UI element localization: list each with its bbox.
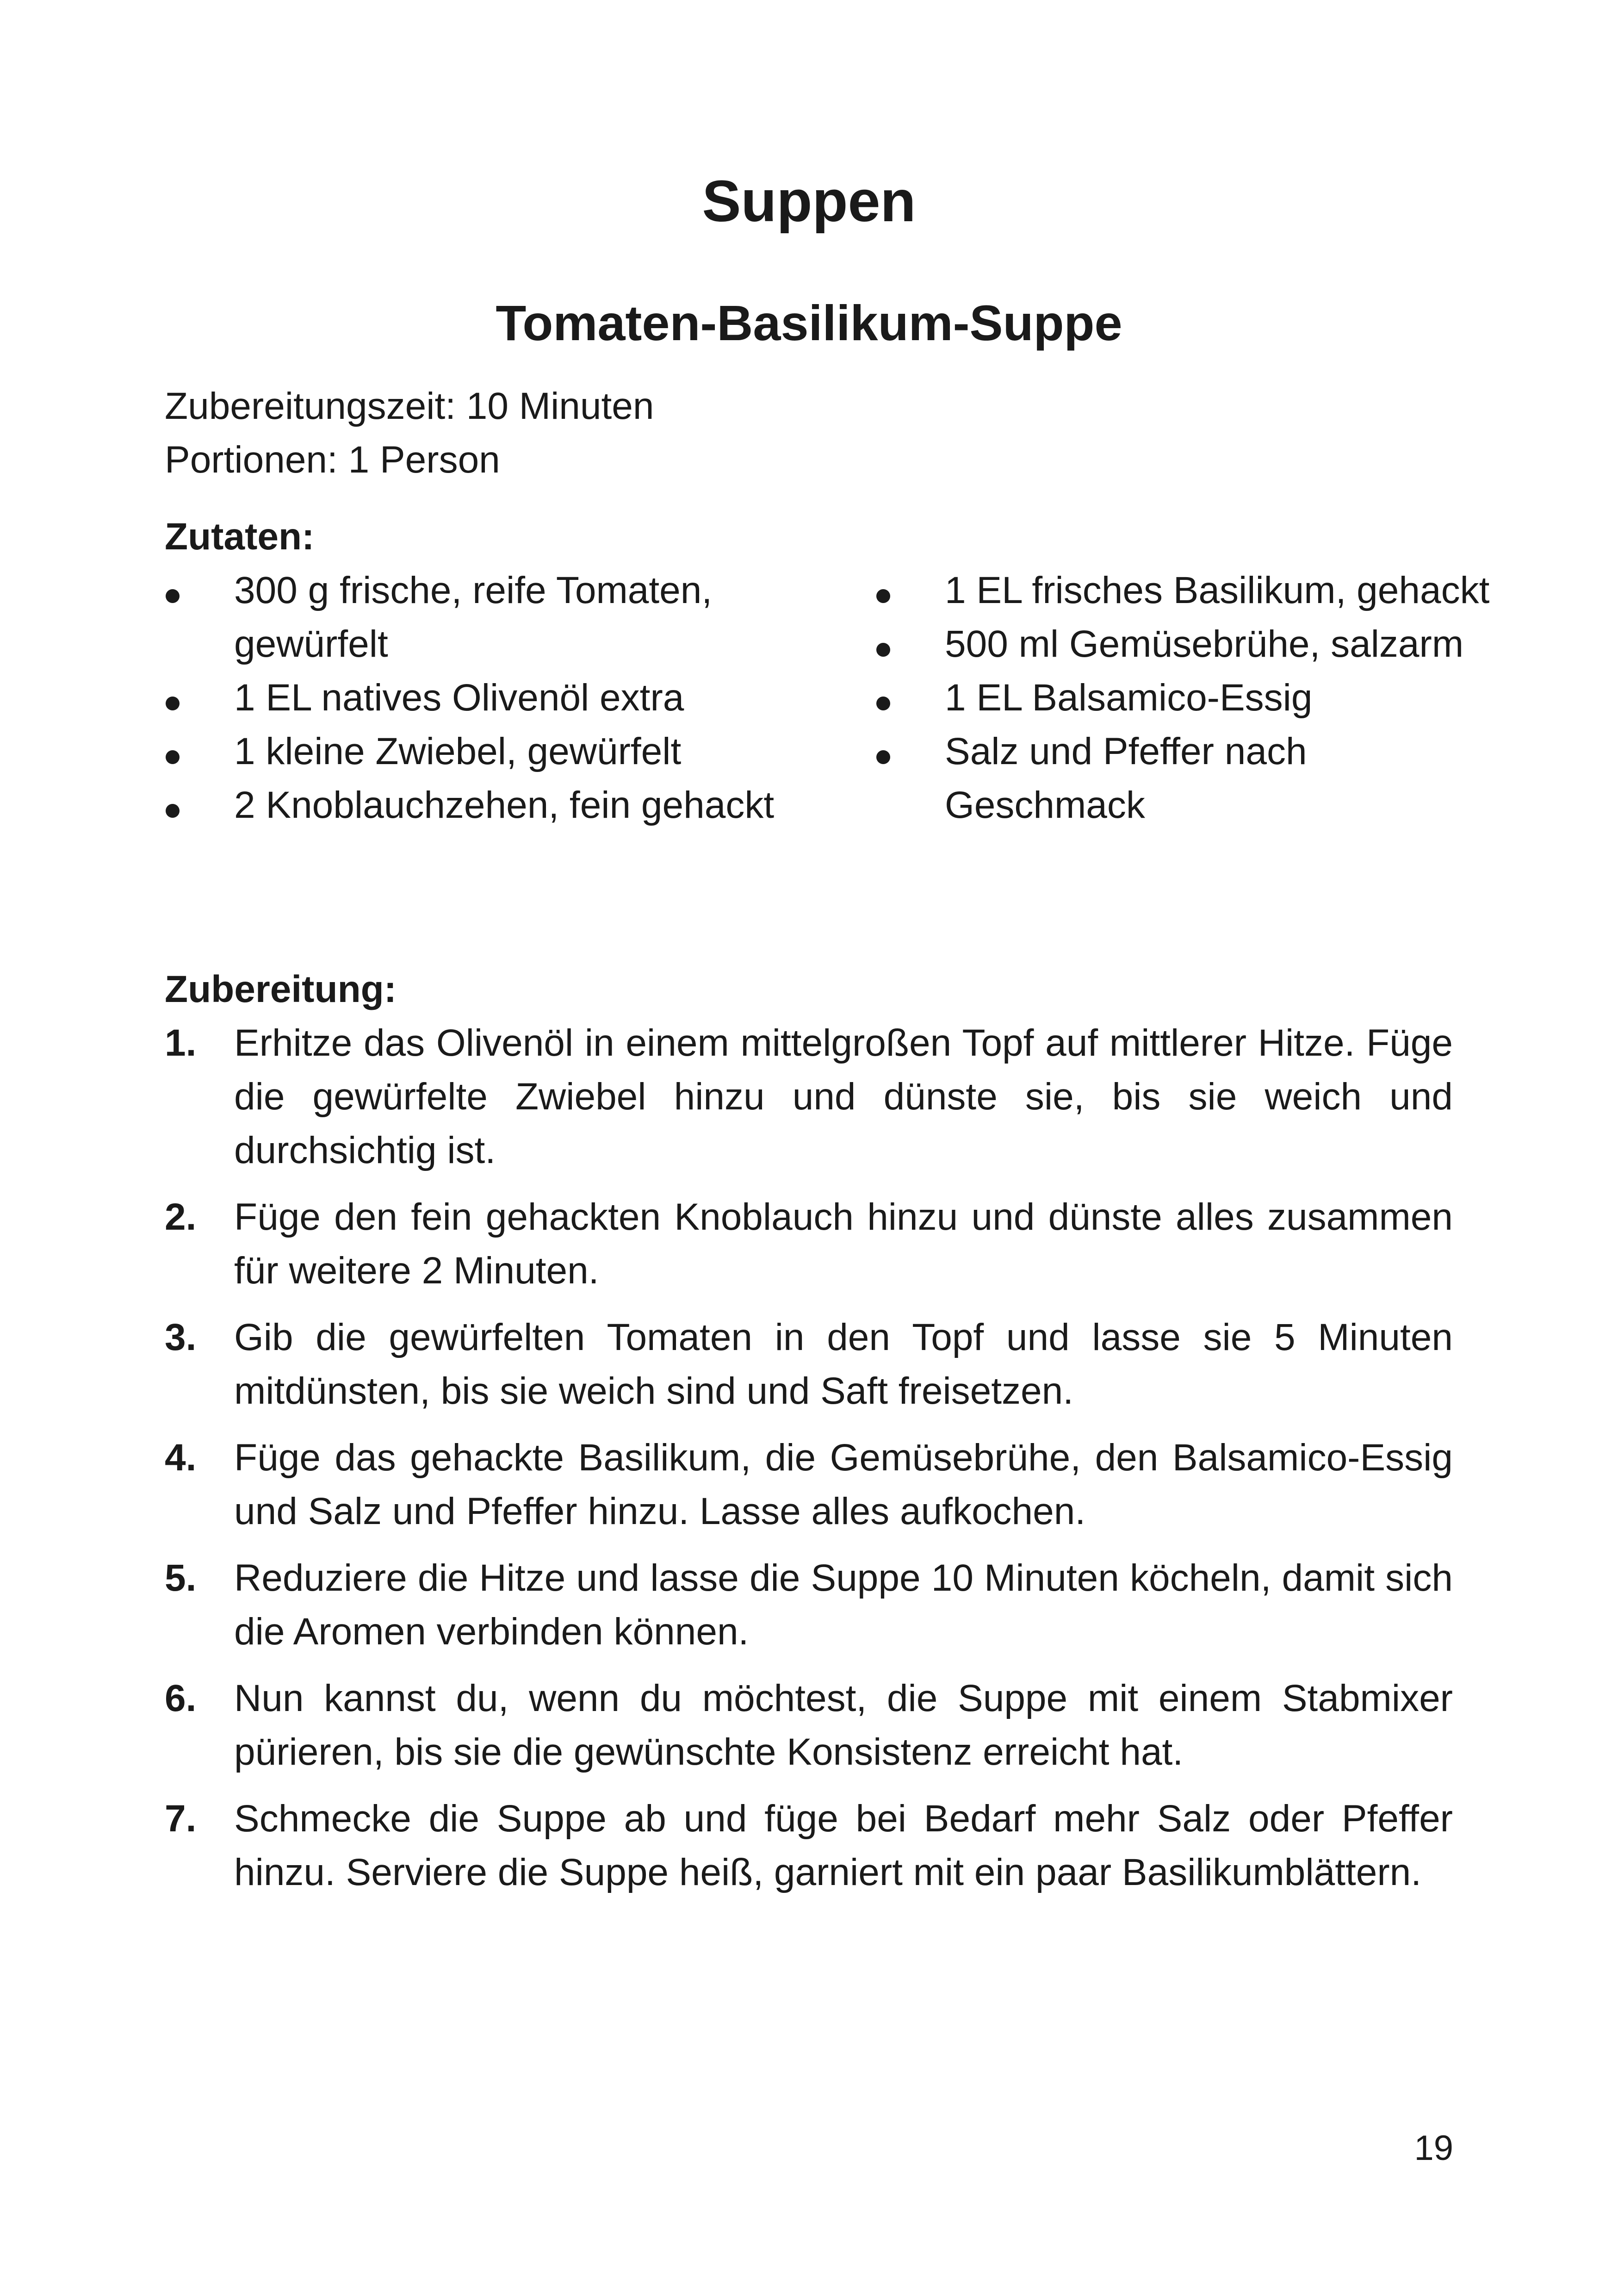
ingredient-text: 300 g frische, reife Tomaten, gewürfelt <box>234 569 713 665</box>
steps-heading: Zubereitung: <box>165 968 397 1010</box>
step-number: 6. <box>165 1677 197 1719</box>
ingredient-item <box>875 725 1491 832</box>
step-text: Füge den fein gehackten Knoblauch hinzu und dünste alles zusammen für weitere 2 Minuten. <box>234 1196 1453 1292</box>
ingredient-text: 1 EL Balsamico-Essig <box>945 677 1313 719</box>
step-item <box>165 1016 1453 1177</box>
step-item <box>165 1792 1453 1899</box>
bullet-icon <box>876 564 913 617</box>
step-number: 3. <box>165 1316 197 1358</box>
ingredient-text: 2 Knoblauchzehen, fein gehackt <box>234 784 775 826</box>
step-text: Füge das gehackte Basilikum, die Gemüsebrühe, den Balsamico-Essig und Salz und Pfeffer hinzu. Lasse alles aufkochen. <box>234 1437 1453 1532</box>
ingredient-item <box>165 564 794 671</box>
step-text: Reduziere die Hitze und lasse die Suppe 10 Minuten köcheln, damit sich die Aromen verbinden können. <box>234 1557 1453 1653</box>
step-text: Schmecke die Suppe ab und füge bei Bedarf mehr Salz oder Pfeffer hinzu. Serviere die Suppe heiß, garniert mit ein paar Basilikumblättern. <box>234 1798 1453 1893</box>
prep-time: Zubereitungszeit: 10 Minuten <box>165 385 654 427</box>
bullet-icon <box>876 617 913 671</box>
step-text: Nun kannst du, wenn du möchtest, die Suppe mit einem Stabmixer pürieren, bis sie die gewünschte Konsistenz erreicht hat. <box>234 1677 1453 1773</box>
step-item <box>165 1431 1453 1538</box>
steps-list <box>165 1016 1453 1912</box>
ingredient-item <box>875 564 1491 617</box>
step-number: 7. <box>165 1798 197 1840</box>
ingredients-heading: Zutaten: <box>165 516 315 558</box>
bullet-icon <box>876 671 913 725</box>
bullet-icon <box>876 725 913 778</box>
step-item <box>165 1311 1453 1418</box>
ingredient-item <box>875 617 1491 671</box>
step-item <box>165 1190 1453 1298</box>
bullet-icon <box>166 778 203 832</box>
ingredient-item <box>875 671 1491 725</box>
recipe-meta <box>165 380 654 487</box>
ingredient-item <box>165 778 794 832</box>
step-item <box>165 1551 1453 1659</box>
bullet-icon <box>166 671 203 725</box>
page-number: 19 <box>1414 2128 1453 2168</box>
step-number: 1. <box>165 1022 197 1064</box>
ingredient-text: 1 EL frisches Basilikum, gehackt <box>945 569 1490 611</box>
recipe-title: Tomaten-Basilikum-Suppe <box>496 295 1122 351</box>
ingredients-list-right <box>875 564 1491 832</box>
step-text: Erhitze das Olivenöl in einem mittelgroßen Topf auf mittlerer Hitze. Füge die gewürfelte Zwiebel hinzu und dünste sie, bis sie weich und durchsichtig ist. <box>234 1022 1453 1171</box>
ingredient-text: 1 EL natives Olivenöl extra <box>234 677 684 719</box>
ingredient-text: 500 ml Gemüsebrühe, salzarm <box>945 623 1464 665</box>
step-text: Gib die gewürfelten Tomaten in den Topf und lasse sie 5 Minuten mitdünsten, bis sie weich sind und Saft freisetzen. <box>234 1316 1453 1412</box>
ingredient-item <box>165 725 794 778</box>
step-number: 2. <box>165 1196 197 1238</box>
chapter-title: Suppen <box>702 168 916 234</box>
ingredients-list-left <box>165 564 794 832</box>
bullet-icon <box>166 564 203 617</box>
servings: Portionen: 1 Person <box>165 439 500 481</box>
ingredient-text: Salz und Pfeffer nach Geschmack <box>945 730 1307 826</box>
step-number: 5. <box>165 1557 197 1599</box>
step-number: 4. <box>165 1437 197 1479</box>
ingredient-item <box>165 671 794 725</box>
ingredient-text: 1 kleine Zwiebel, gewürfelt <box>234 730 682 772</box>
step-item <box>165 1672 1453 1779</box>
bullet-icon <box>166 725 203 778</box>
